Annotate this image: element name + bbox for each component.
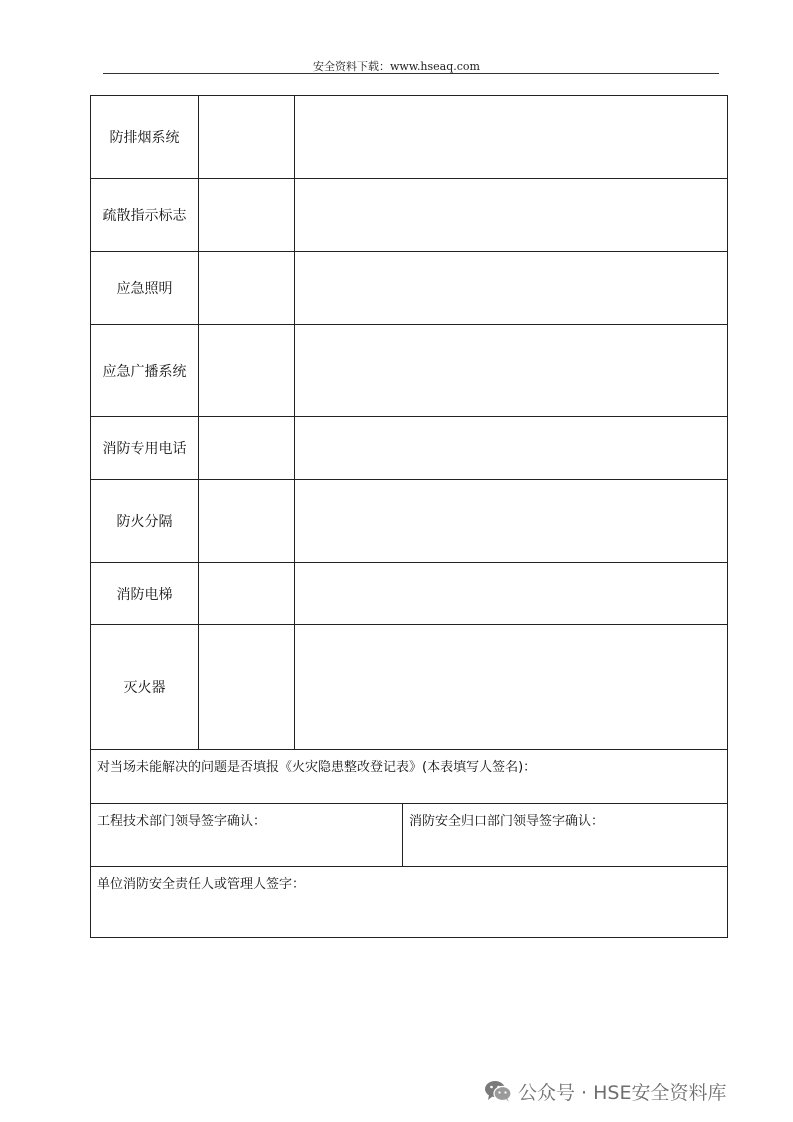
table-row [91, 417, 728, 480]
item-name-cell: 防火分隔 [91, 480, 199, 563]
safety-dept-signature-cell[interactable]: 消防安全归口部门领导签字确认： [403, 804, 728, 867]
remark-cell[interactable] [295, 417, 728, 480]
header-divider [103, 73, 719, 74]
page-header: 安全资料下载：www.hseaq.com [313, 60, 480, 73]
item-name-cell: 消防电梯 [91, 563, 199, 625]
result-cell[interactable] [199, 96, 295, 179]
table-row [91, 480, 728, 563]
item-name-cell: 疏散指示标志 [91, 179, 199, 252]
remark-cell[interactable] [295, 179, 728, 252]
table-row [91, 563, 728, 625]
table-row [91, 96, 728, 179]
remark-cell[interactable] [295, 480, 728, 563]
tech-dept-signature-cell[interactable]: 工程技术部门领导签字确认： [91, 804, 403, 867]
result-cell[interactable] [199, 480, 295, 563]
table-row [91, 252, 728, 325]
result-cell[interactable] [199, 417, 295, 480]
watermark-text: 公众号 · HSE安全资料库 [518, 1081, 727, 1104]
table-row [91, 179, 728, 252]
watermark [484, 1076, 726, 1106]
result-cell[interactable] [199, 179, 295, 252]
item-name-cell: 应急广播系统 [91, 325, 199, 417]
remark-cell[interactable] [295, 96, 728, 179]
result-cell[interactable] [199, 252, 295, 325]
wechat-icon [484, 1079, 512, 1103]
item-name-cell: 灭火器 [91, 625, 199, 750]
remark-cell[interactable] [295, 563, 728, 625]
table-row [91, 325, 728, 417]
result-cell[interactable] [199, 563, 295, 625]
table-row [91, 625, 728, 750]
result-cell[interactable] [199, 625, 295, 750]
table-row [91, 750, 728, 804]
item-name-cell: 应急照明 [91, 252, 199, 325]
responsible-person-signature-cell[interactable]: 单位消防安全责任人或管理人签字： [91, 867, 728, 938]
remark-cell[interactable] [295, 625, 728, 750]
inspection-table [90, 95, 728, 938]
remark-cell[interactable] [295, 252, 728, 325]
table-row [91, 867, 728, 938]
unresolved-issues-cell[interactable]: 对当场未能解决的问题是否填报《火灾隐患整改登记表》(本表填写人签名)： [91, 750, 728, 804]
remark-cell[interactable] [295, 325, 728, 417]
result-cell[interactable] [199, 325, 295, 417]
table-row [91, 804, 728, 867]
item-name-cell: 消防专用电话 [91, 417, 199, 480]
item-name-cell: 防排烟系统 [91, 96, 199, 179]
